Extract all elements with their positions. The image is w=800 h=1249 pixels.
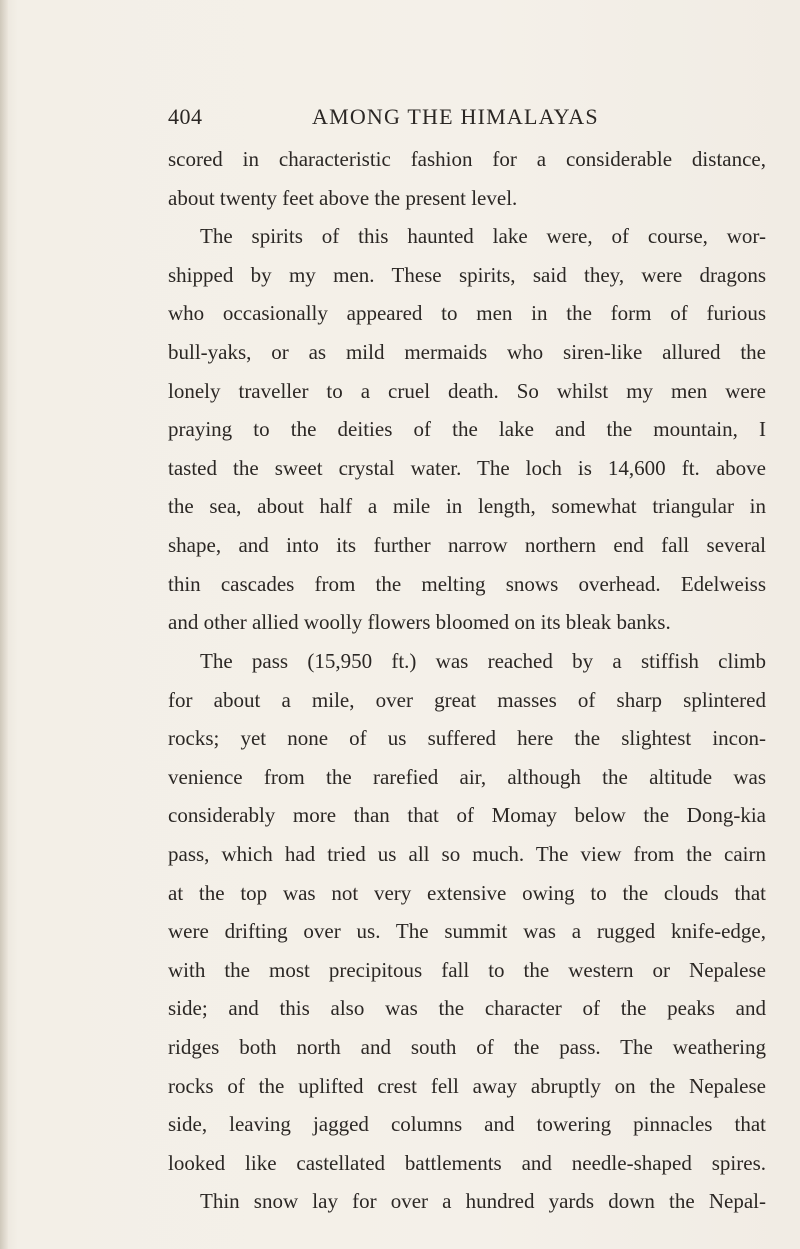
text-line: praying to the deities of the lake and the mountain, I xyxy=(168,417,766,442)
text-line: for about a mile, over great masses of sharp splintered xyxy=(168,687,766,712)
text-line: considerably more than that of Momay below the Dong-kia xyxy=(168,803,766,828)
text-line: with the most precipitous fall to the western or Nepalese xyxy=(168,957,766,982)
text-line: about twenty feet above the present level. xyxy=(168,185,518,210)
running-title: AMONG THE HIMALAYAS xyxy=(312,104,599,129)
page-number: 404 xyxy=(168,104,203,129)
text-line: tasted the sweet crystal water. The loch is 14,600 ft. above xyxy=(168,455,766,480)
text-line: scored in characteristic fashion for a considerable distance, xyxy=(168,147,766,171)
text-line: the sea, about half a mile in length, somewhat triangular in xyxy=(168,494,766,519)
text-line: venience from the rarefied air, although the altitude was xyxy=(168,764,766,789)
text-line: rocks; yet none of us suffered here the slightest incon- xyxy=(168,726,766,751)
text-line: side; and this also was the character of the peaks and xyxy=(168,996,766,1021)
text-line: rocks of the uplifted crest fell away abruptly on the Nepalese xyxy=(168,1073,766,1098)
text-line: and other allied woolly flowers bloomed on its bleak banks. xyxy=(168,610,671,635)
text-line: at the top was not very extensive owing to the clouds that xyxy=(168,880,766,905)
page-header xyxy=(0,104,800,134)
text-line: shape, and into its further narrow northern end fall several xyxy=(168,533,766,558)
text-line: were drifting over us. The summit was a rugged knife-edge, xyxy=(168,919,766,944)
page-edge xyxy=(0,0,8,1249)
text-line: who occasionally appeared to men in the form of furious xyxy=(168,301,766,326)
text-line: side, leaving jagged columns and towering pinnacles that xyxy=(168,1112,766,1137)
text-line: looked like castellated battlements and needle-shaped spires. xyxy=(168,1150,766,1175)
text-line: bull-yaks, or as mild mermaids who siren-like allured the xyxy=(168,340,766,365)
text-line: lonely traveller to a cruel death. So whilst my men were xyxy=(168,378,766,403)
text-line: Thin snow lay for over a hundred yards down the Nepal- xyxy=(200,1189,766,1214)
text-line: The pass (15,950 ft.) was reached by a stiffish climb xyxy=(200,648,766,673)
text-line: The spirits of this haunted lake were, of course, wor- xyxy=(200,224,766,249)
text-line: thin cascades from the melting snows overhead. Edelweiss xyxy=(168,571,766,596)
text-line: pass, which had tried us all so much. The view from the cairn xyxy=(168,841,766,866)
text-line: ridges both north and south of the pass. The weathering xyxy=(168,1035,766,1060)
text-line: shipped by my men. These spirits, said they, were dragons xyxy=(168,262,766,287)
body-text xyxy=(168,140,766,1221)
